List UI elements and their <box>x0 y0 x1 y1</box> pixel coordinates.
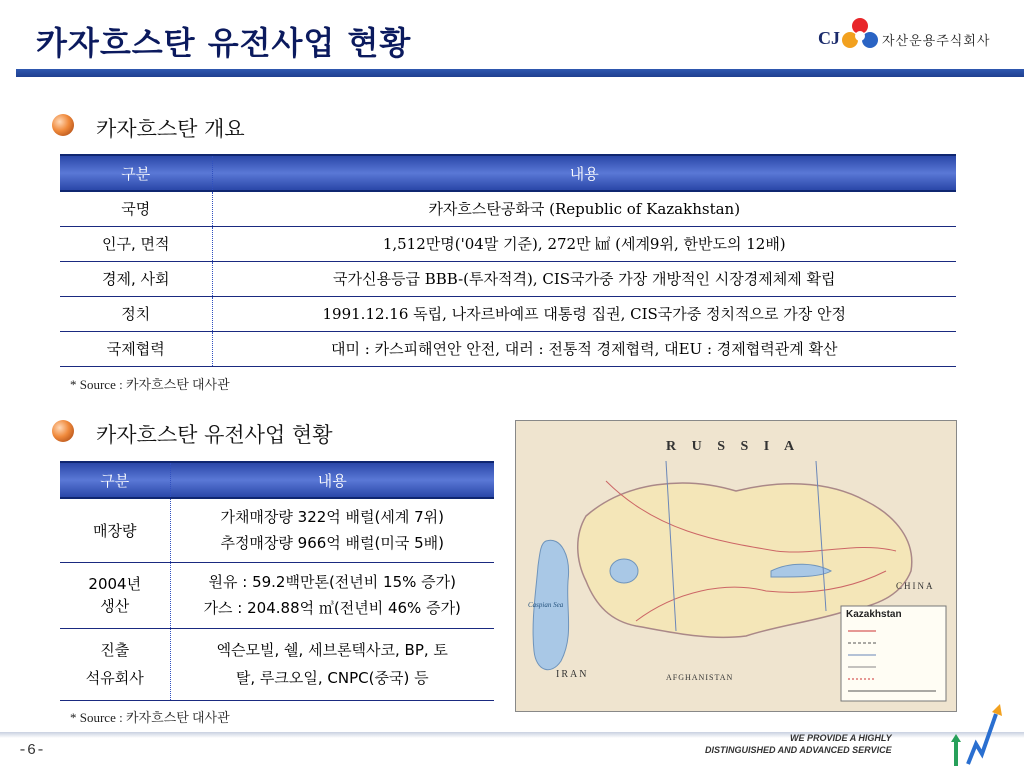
table-row <box>60 562 494 628</box>
row-content: 1991.12.16 독립, 나자르바예프 대통령 집권, CIS국가중 정치적으로 가장 안정 <box>212 296 956 331</box>
row-content: 국가신용등급 BBB-(투자적격), CIS국가중 가장 개방적인 시장경제체제 확립 <box>212 261 956 296</box>
cj-logo-icon <box>840 14 880 58</box>
table-row <box>60 331 956 366</box>
row-label-line: 2004년 <box>88 575 142 593</box>
row-content <box>170 562 494 628</box>
kazakhstan-map <box>515 420 957 712</box>
content-line: 탈, 루크오일, CNPC(중국) 등 <box>235 669 429 687</box>
section-title-oil-business: 카자흐스탄 유전사업 현황 <box>96 423 333 447</box>
tagline-line: DISTINGUISHED AND ADVANCED SERVICE <box>705 745 892 755</box>
column-header: 구분 <box>60 155 212 191</box>
map-graphic <box>516 421 956 711</box>
row-label-line: 진출 <box>100 641 130 659</box>
map-label-caspian: Caspian Sea <box>528 601 564 609</box>
oil-business-table <box>60 461 494 701</box>
map-label-china: CHINA <box>896 581 935 591</box>
page-number: -6- <box>18 742 46 759</box>
row-label: 정치 <box>60 296 212 331</box>
content-line: 가스 : 204.88억 ㎥(전년비 46% 증가) <box>203 599 461 617</box>
map-legend-title: Kazakhstan <box>846 609 902 620</box>
column-header: 구분 <box>60 462 170 498</box>
row-content: 카자흐스탄공화국 (Republic of Kazakhstan) <box>212 191 956 226</box>
row-content: 대미 : 카스피해연안 안전, 대러 : 전통적 경제협력, 대EU : 경제협력관계 확산 <box>212 331 956 366</box>
growth-arrow-icon <box>950 700 1010 768</box>
page-title: 카자흐스탄 유전사업 현황 <box>36 24 412 62</box>
bullet-icon <box>52 420 74 442</box>
row-content: 1,512만명('04말 기준), 272만 ㎢ (세계9위, 한반도의 12배) <box>212 226 956 261</box>
row-label: 매장량 <box>60 498 170 562</box>
table-row <box>60 261 956 296</box>
row-content <box>170 498 494 562</box>
row-label <box>60 628 170 700</box>
overview-table <box>60 154 956 367</box>
row-label: 경제, 사회 <box>60 261 212 296</box>
content-line: 추정매장량 966억 배럴(미국 5배) <box>220 534 445 553</box>
table-header-row <box>60 462 494 498</box>
map-label-russia: R U S S I A <box>666 439 801 454</box>
content-line: 원유 : 59.2백만톤(전년비 15% 증가) <box>208 573 456 591</box>
row-label-line: 석유회사 <box>85 669 144 687</box>
column-header: 내용 <box>170 462 494 498</box>
table-row <box>60 226 956 261</box>
source-note: * Source : 카자흐스탄 대사관 <box>70 710 230 725</box>
bullet-icon <box>52 114 74 136</box>
table-row <box>60 296 956 331</box>
company-logo <box>818 14 1010 62</box>
content-line: 가채매장량 322억 배럴(세계 7위) <box>220 508 445 527</box>
row-label: 인구, 면적 <box>60 226 212 261</box>
title-divider <box>16 69 1024 77</box>
row-label: 국제협력 <box>60 331 212 366</box>
column-header: 내용 <box>212 155 956 191</box>
map-label-iran: IRAN <box>556 669 589 680</box>
row-label-line: 생산 <box>100 597 130 615</box>
row-label <box>60 562 170 628</box>
table-header-row <box>60 155 956 191</box>
logo-company-name: 자산운용주식회사 <box>882 34 991 49</box>
row-content <box>170 628 494 700</box>
table-row <box>60 498 494 562</box>
source-note: * Source : 카자흐스탄 대사관 <box>70 377 230 392</box>
logo-cj-text: CJ <box>818 28 840 48</box>
section-title-overview: 카자흐스탄 개요 <box>96 117 245 141</box>
map-label-afghanistan: AFGHANISTAN <box>666 673 734 682</box>
tagline-line: WE PROVIDE A HIGHLY <box>790 733 892 743</box>
table-row <box>60 628 494 700</box>
row-label: 국명 <box>60 191 212 226</box>
table-row <box>60 191 956 226</box>
content-line: 엑슨모빌, 쉘, 세브론텍사코, BP, 토 <box>216 641 448 659</box>
footer-tagline <box>705 732 892 756</box>
